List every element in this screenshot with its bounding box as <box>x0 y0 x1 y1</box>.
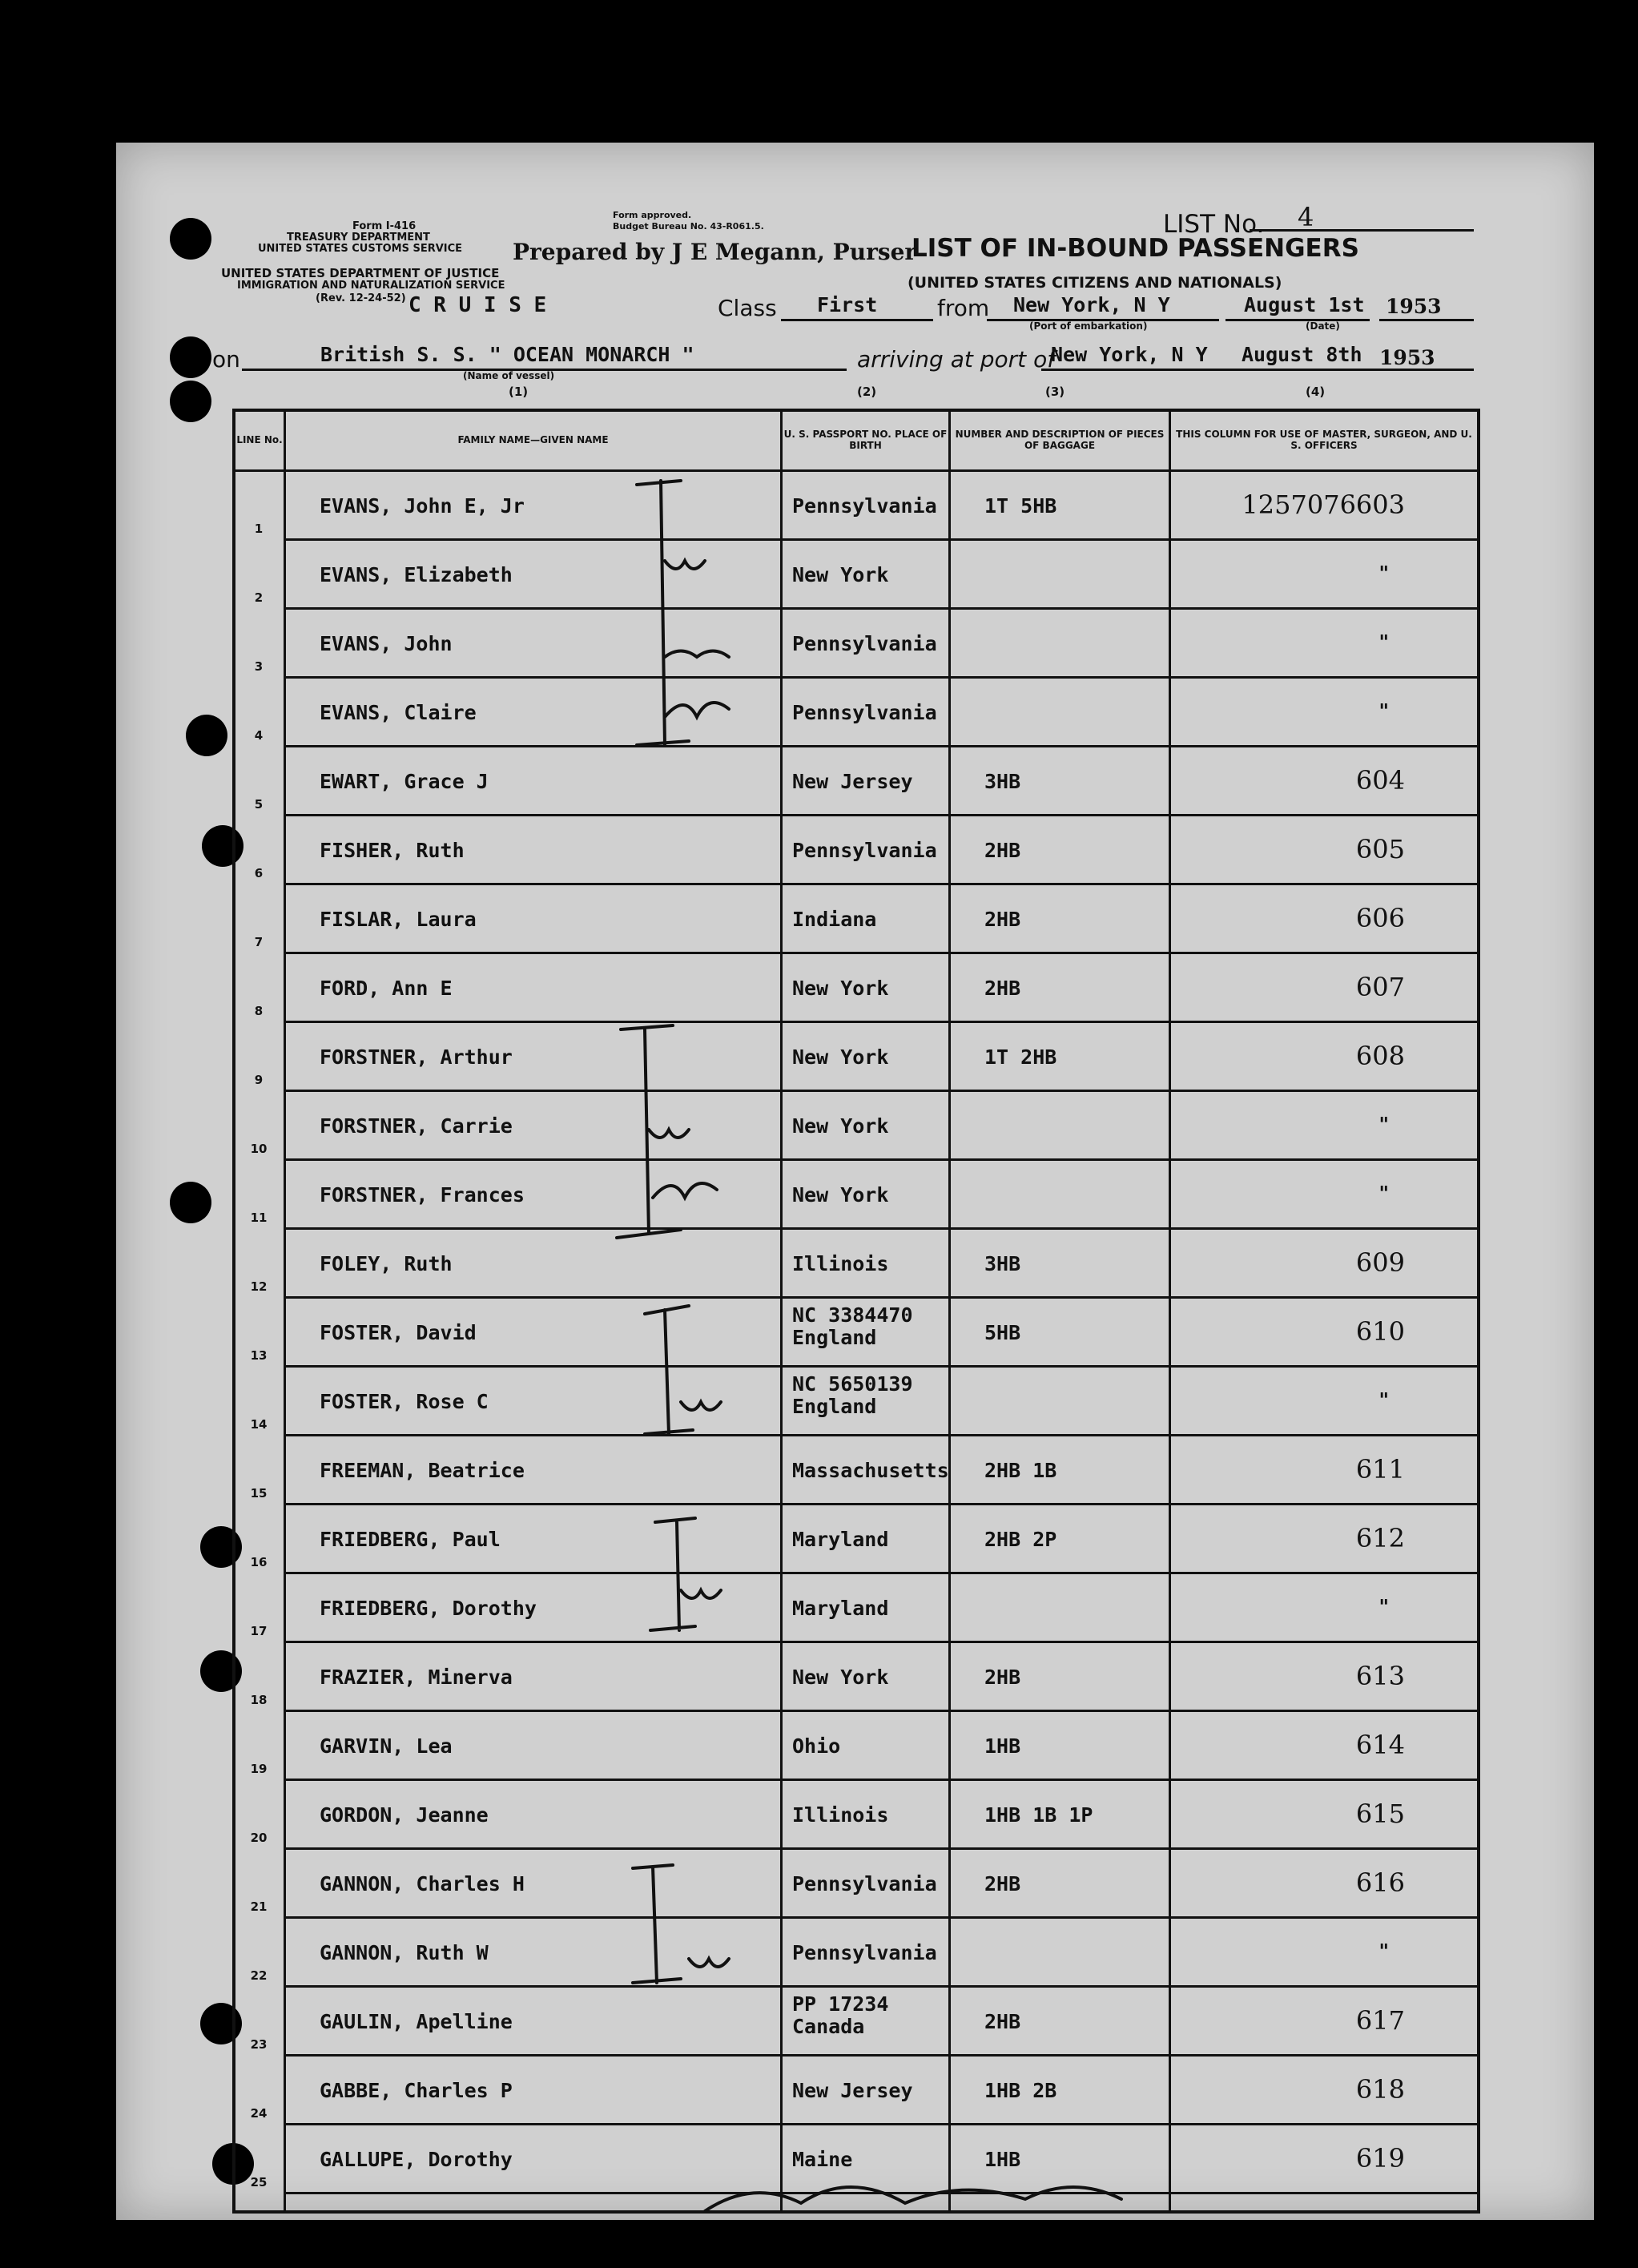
on-label: on <box>212 346 240 373</box>
line-number: 8 <box>254 1004 264 1018</box>
header-baggage: NUMBER AND DESCRIPTION OF PIECES OF BAGGAGE <box>955 429 1165 451</box>
line-number: 18 <box>250 1693 268 1707</box>
ditto-mark: " <box>1378 1595 1389 1618</box>
baggage: 1T 5HB <box>984 494 1057 518</box>
baggage: 2HB <box>984 1872 1021 1895</box>
birth-place: Illinois <box>792 1252 889 1275</box>
passenger-name: GAULIN, Apelline <box>320 2010 513 2033</box>
passenger-name: FORSTNER, Frances <box>320 1183 525 1207</box>
col3-number: (3) <box>1045 385 1065 399</box>
passenger-name: FISHER, Ruth <box>320 839 465 862</box>
baggage: 3HB <box>984 1252 1021 1275</box>
passenger-name: FOSTER, David <box>320 1321 477 1344</box>
birth-place: Pennsylvania <box>792 494 937 518</box>
passenger-name: FORSTNER, Arthur <box>320 1045 513 1069</box>
officer-number: 616 <box>1355 1867 1405 1898</box>
baggage: 2HB <box>984 839 1021 862</box>
birth-place: New York <box>792 1114 889 1138</box>
line-number: 20 <box>250 1831 268 1845</box>
header-officers: THIS COLUMN FOR USE OF MASTER, SURGEON, AND U. S. OFFICERS <box>1176 429 1472 451</box>
birth-place: New Jersey <box>792 770 913 793</box>
line-number: 23 <box>250 2037 268 2052</box>
birth-place: Pennsylvania <box>792 1872 937 1895</box>
ditto-mark: " <box>1378 1388 1389 1412</box>
officer-number: 609 <box>1355 1247 1405 1278</box>
passenger-name: FORD, Ann E <box>320 977 453 1000</box>
arrival-port: New York, N Y <box>1051 343 1208 366</box>
class-value: First <box>817 293 878 316</box>
officer-number: 605 <box>1355 834 1405 864</box>
passenger-name: FRIEDBERG, Paul <box>320 1528 501 1551</box>
baggage: 1HB <box>984 2148 1021 2171</box>
passenger-name: FRIEDBERG, Dorothy <box>320 1597 537 1620</box>
line-number: 21 <box>250 1899 268 1914</box>
cruise-label: C R U I S E <box>408 293 547 317</box>
officer-number: 612 <box>1355 1523 1405 1553</box>
line-number: 17 <box>250 1624 268 1638</box>
birth-place: Massachusetts <box>792 1459 949 1482</box>
birth-place: New York <box>792 1183 889 1207</box>
baggage: 1HB 1B 1P <box>984 1803 1093 1827</box>
officer-number: 610 <box>1355 1316 1405 1347</box>
birth-place: New York <box>792 563 889 586</box>
list-subtitle: (UNITED STATES CITIZENS AND NATIONALS) <box>908 274 1282 292</box>
birth-place: England <box>792 1395 877 1418</box>
birth-place: Illinois <box>792 1803 889 1827</box>
baggage: 2HB <box>984 2010 1021 2033</box>
birth-place: New York <box>792 977 889 1000</box>
birth-place: Ohio <box>792 1734 841 1758</box>
line-number: 14 <box>250 1417 268 1432</box>
officer-number: 613 <box>1355 1661 1405 1691</box>
header-passport: U. S. PASSPORT NO. PLACE OF BIRTH <box>783 429 948 451</box>
arrival-date: August 8th <box>1242 343 1362 366</box>
customs-service: UNITED STATES CUSTOMS SERVICE <box>258 243 463 255</box>
embark-caption: (Port of embarkation) <box>1029 320 1148 332</box>
birth-place: Maryland <box>792 1597 889 1620</box>
birth-place: Pennsylvania <box>792 1941 937 1964</box>
birth-place: Maine <box>792 2148 853 2171</box>
officer-number: 615 <box>1355 1799 1405 1829</box>
list-no-label: LIST No. <box>1163 210 1265 239</box>
ditto-mark: " <box>1378 1113 1389 1136</box>
passenger-name: EVANS, Elizabeth <box>320 563 513 586</box>
treasury-dept: TREASURY DEPARTMENT <box>287 232 430 244</box>
header-line-no: LINE No. <box>236 434 283 445</box>
col1-number: (1) <box>509 385 529 399</box>
passenger-name: EVANS, John <box>320 632 453 655</box>
passport-number: NC 3384470 <box>792 1303 913 1327</box>
passenger-name: GARVIN, Lea <box>320 1734 453 1758</box>
line-number: 16 <box>250 1555 268 1569</box>
ditto-mark: " <box>1378 562 1389 585</box>
embark-year: 1953 <box>1386 295 1442 318</box>
baggage: 2HB <box>984 1666 1021 1689</box>
baggage: 2HB 2P <box>984 1528 1057 1551</box>
arriving-label: arriving at port of <box>857 346 1056 373</box>
from-label: from <box>937 295 990 321</box>
passenger-name: FORSTNER, Carrie <box>320 1114 513 1138</box>
line-number: 13 <box>250 1348 268 1363</box>
baggage: 5HB <box>984 1321 1021 1344</box>
birth-place: New York <box>792 1045 889 1069</box>
arrival-year: 1953 <box>1379 346 1435 369</box>
passenger-name: GORDON, Jeanne <box>320 1803 489 1827</box>
class-label: Class <box>718 295 777 321</box>
form-approved: Form approved. <box>613 210 692 220</box>
col4-number: (4) <box>1306 385 1326 399</box>
line-number: 4 <box>254 728 264 743</box>
line-number: 10 <box>250 1142 268 1156</box>
birth-place: Maryland <box>792 1528 889 1551</box>
officer-number: 618 <box>1355 2074 1405 2105</box>
birth-place: New York <box>792 1666 889 1689</box>
passenger-name: GABBE, Charles P <box>320 2079 513 2102</box>
birth-place: Pennsylvania <box>792 632 937 655</box>
birth-place: England <box>792 1326 877 1349</box>
line-number: 5 <box>254 797 264 812</box>
passenger-name: FRAZIER, Minerva <box>320 1666 513 1689</box>
passenger-name: FREEMAN, Beatrice <box>320 1459 525 1482</box>
justice-dept: UNITED STATES DEPARTMENT OF JUSTICE <box>221 266 500 280</box>
passenger-name: EWART, Grace J <box>320 770 489 793</box>
passenger-name: GALLUPE, Dorothy <box>320 2148 513 2171</box>
list-no-value: 4 <box>1298 202 1314 232</box>
revision-date: (Rev. 12-24-52) <box>316 292 406 304</box>
passenger-name: EVANS, Claire <box>320 701 477 724</box>
vessel-caption: (Name of vessel) <box>463 370 555 381</box>
ditto-mark: " <box>1378 1182 1389 1205</box>
officer-number: 614 <box>1355 1730 1405 1760</box>
line-number: 3 <box>254 659 264 674</box>
prepared-by: Prepared by J E Megann, Purser <box>513 239 917 265</box>
officer-number: 619 <box>1355 2143 1405 2173</box>
baggage: 3HB <box>984 770 1021 793</box>
date-caption: (Date) <box>1306 320 1340 332</box>
header-name: FAMILY NAME—GIVEN NAME <box>457 434 609 445</box>
birth-place: New Jersey <box>792 2079 913 2102</box>
line-number: 7 <box>254 935 264 949</box>
baggage: 2HB 1B <box>984 1459 1057 1482</box>
officer-number: 606 <box>1355 903 1405 933</box>
line-number: 9 <box>254 1073 264 1087</box>
line-number: 24 <box>250 2106 268 2121</box>
passenger-name: GANNON, Charles H <box>320 1872 525 1895</box>
officer-number: 1257076603 <box>1242 489 1405 520</box>
birth-place: Indiana <box>792 908 877 931</box>
passenger-name: FISLAR, Laura <box>320 908 477 931</box>
birth-place: Pennsylvania <box>792 701 937 724</box>
officer-number: 611 <box>1355 1454 1405 1484</box>
passenger-name: FOLEY, Ruth <box>320 1252 453 1275</box>
birth-place: Canada <box>792 2015 865 2038</box>
passenger-name: EVANS, John E, Jr <box>320 494 525 518</box>
line-number: 11 <box>250 1211 268 1225</box>
col2-number: (2) <box>857 385 877 399</box>
officer-number: 608 <box>1355 1041 1405 1071</box>
baggage: 1HB <box>984 1734 1021 1758</box>
passenger-name: FOSTER, Rose C <box>320 1390 489 1413</box>
line-number: 25 <box>250 2175 268 2189</box>
line-number: 15 <box>250 1486 268 1501</box>
officer-number: 604 <box>1355 765 1405 796</box>
list-title: LIST OF IN-BOUND PASSENGERS <box>912 234 1359 263</box>
passenger-name: GANNON, Ruth W <box>320 1941 489 1964</box>
line-number: 19 <box>250 1762 268 1776</box>
line-number: 2 <box>254 590 264 605</box>
baggage: 2HB <box>984 977 1021 1000</box>
form-number: Form I-416 <box>352 220 417 232</box>
ditto-mark: " <box>1378 699 1389 723</box>
embark-date: August 1st <box>1244 293 1365 316</box>
passport-number: PP 17234 <box>792 1992 889 2016</box>
baggage: 1HB 2B <box>984 2079 1057 2102</box>
line-number: 12 <box>250 1279 268 1294</box>
budget-bureau: Budget Bureau No. 43-R061.5. <box>613 221 764 232</box>
vessel-name: British S. S. " OCEAN MONARCH " <box>320 343 694 366</box>
embark-port: New York, N Y <box>1013 293 1170 316</box>
ditto-mark: " <box>1378 630 1389 654</box>
ditto-mark: " <box>1378 1940 1389 1963</box>
birth-place: Pennsylvania <box>792 839 937 862</box>
baggage: 2HB <box>984 908 1021 931</box>
line-number: 1 <box>254 522 264 536</box>
ins-service: IMMIGRATION AND NATURALIZATION SERVICE <box>237 280 505 292</box>
baggage: 1T 2HB <box>984 1045 1057 1069</box>
officer-number: 607 <box>1355 972 1405 1002</box>
passport-number: NC 5650139 <box>792 1372 913 1396</box>
line-number: 22 <box>250 1968 268 1983</box>
officer-number: 617 <box>1355 2005 1405 2036</box>
line-number: 6 <box>254 866 264 880</box>
